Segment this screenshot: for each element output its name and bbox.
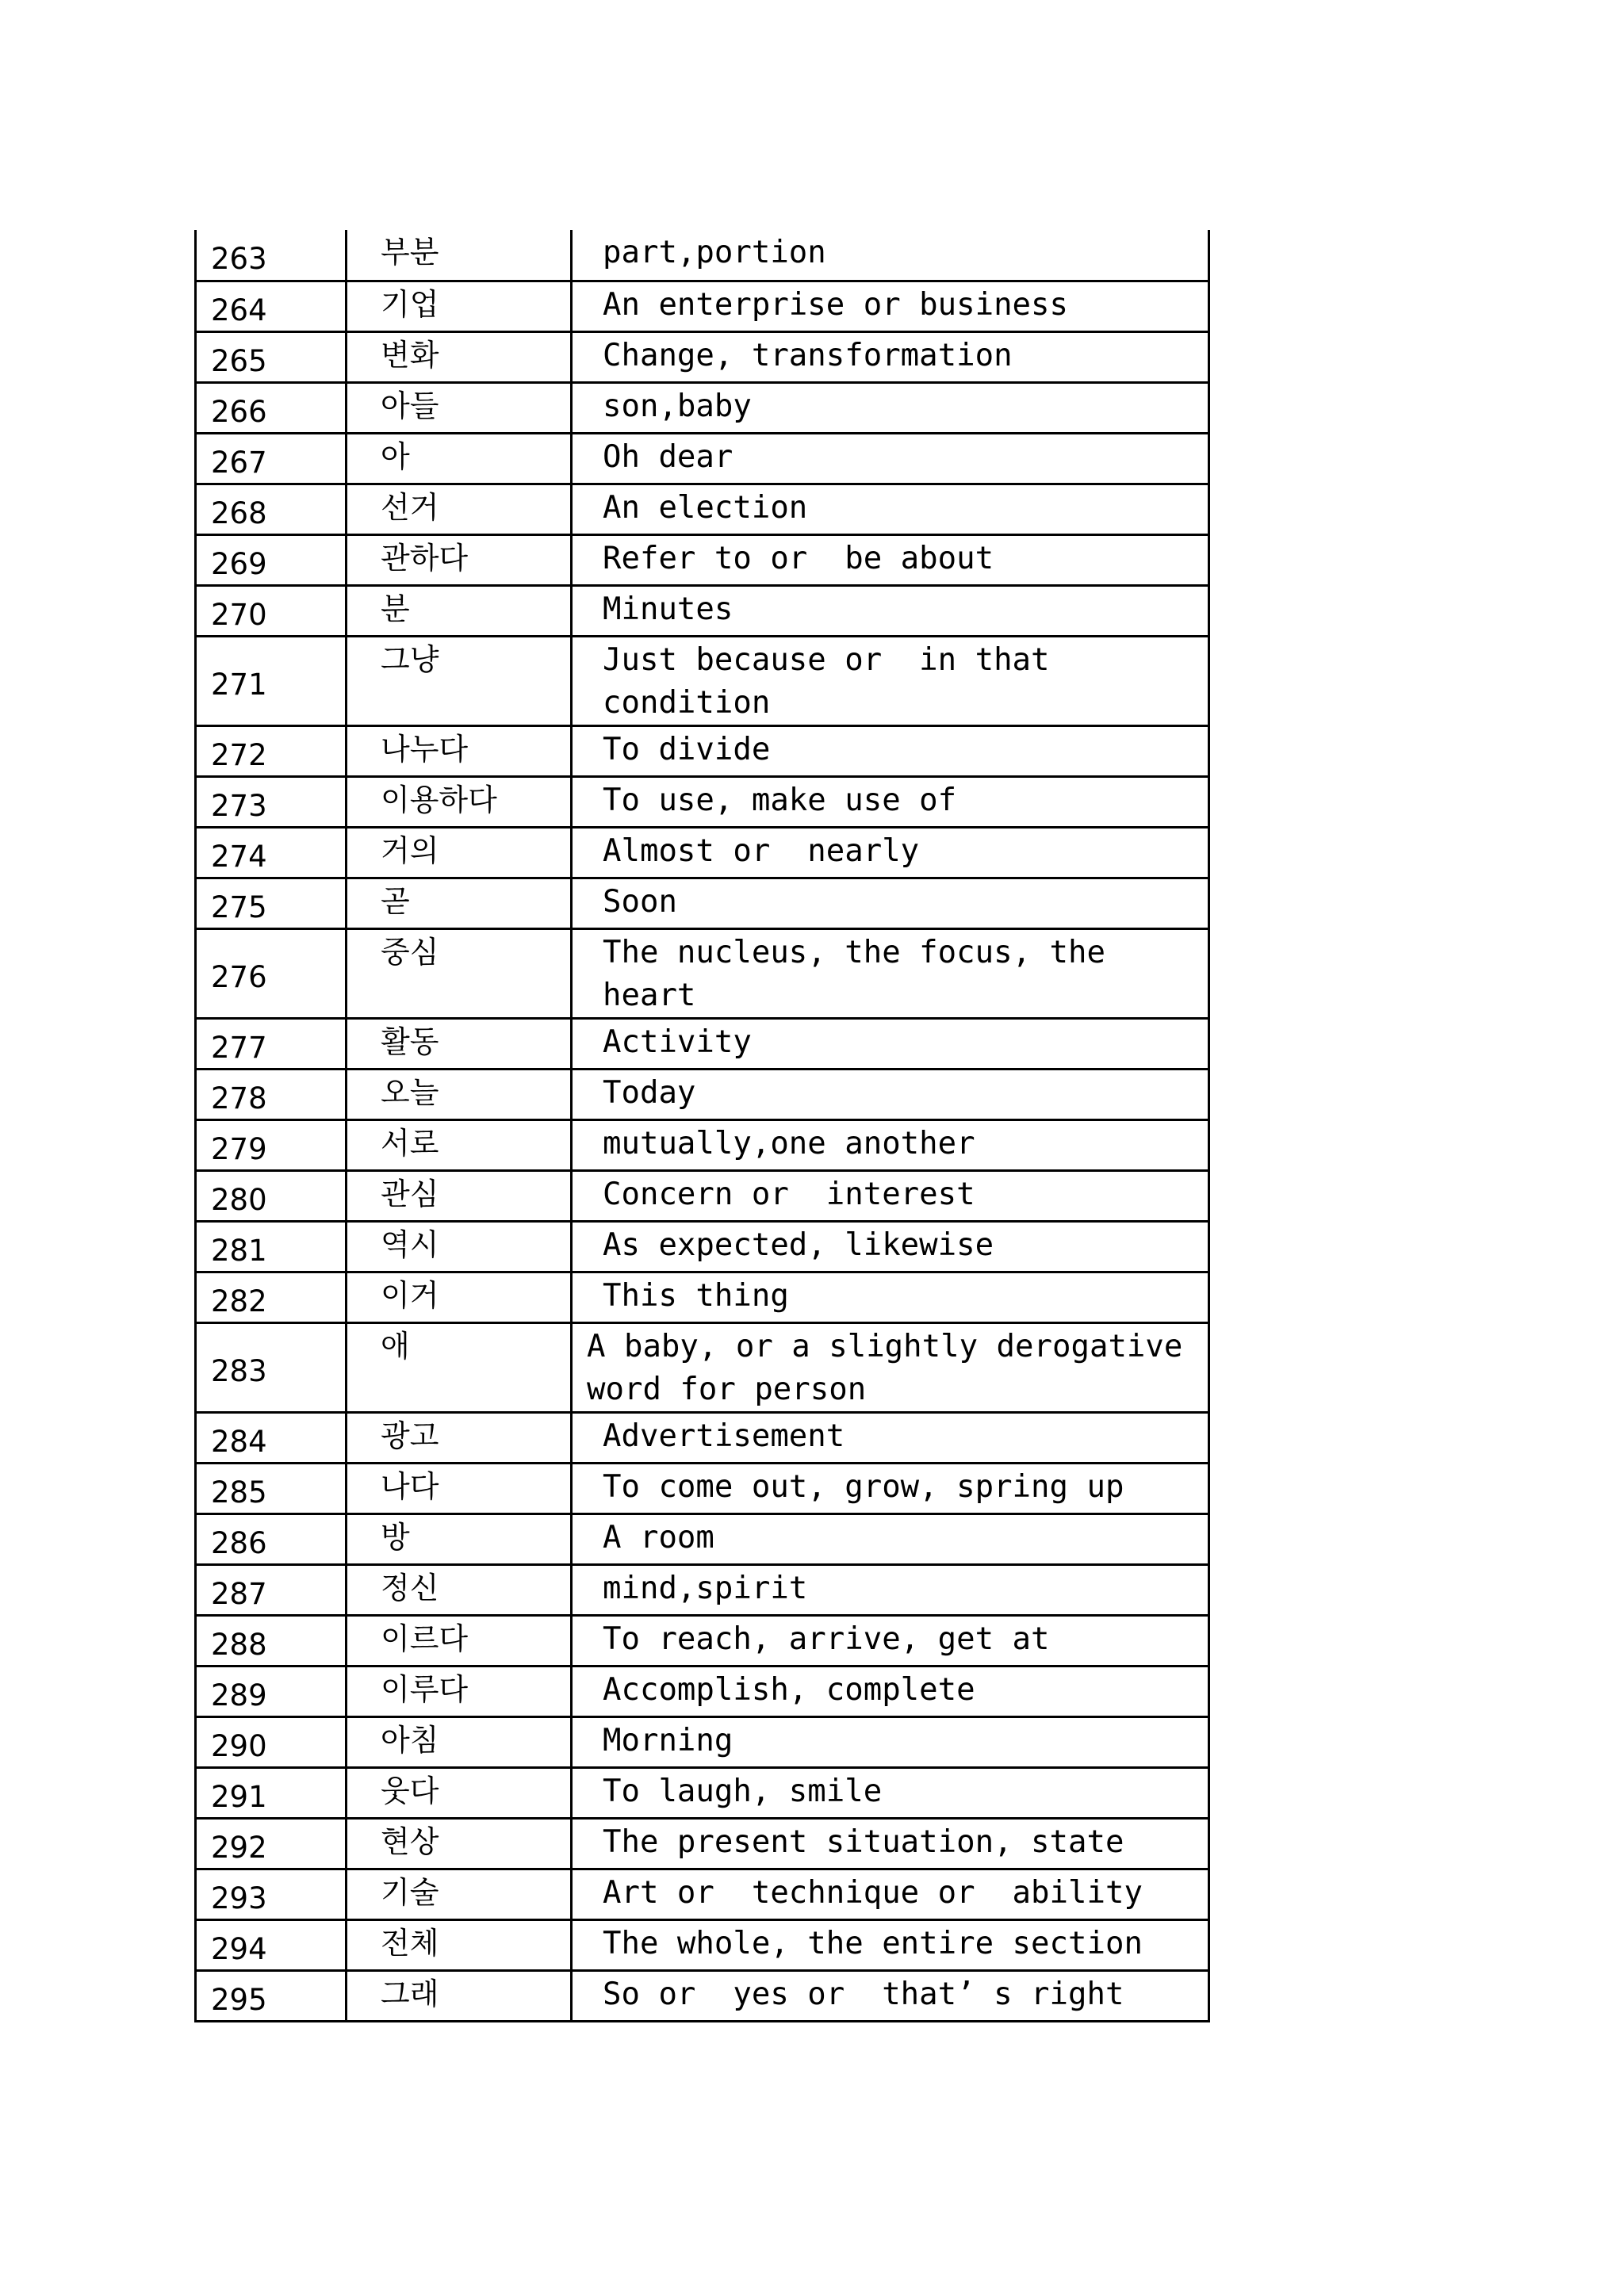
- korean-word: 오늘: [347, 1069, 572, 1119]
- english-meaning: The whole, the entire section: [572, 1919, 1209, 1970]
- korean-word: 변화: [347, 331, 572, 382]
- korean-word: 현상: [347, 1818, 572, 1869]
- table-row: [196, 1716, 1209, 1767]
- english-meaning: Concern or interest: [572, 1170, 1209, 1221]
- table-row: [196, 1463, 1209, 1513]
- table-row: [196, 1919, 1209, 1970]
- entry-number: 282: [196, 1272, 347, 1322]
- table-row: [196, 382, 1209, 433]
- entry-number: 272: [196, 725, 347, 776]
- english-meaning: Today: [572, 1069, 1209, 1119]
- table-row: [196, 1564, 1209, 1615]
- english-meaning: Art or technique or ability: [572, 1869, 1209, 1919]
- english-meaning: Activity: [572, 1018, 1209, 1069]
- entry-number: 267: [196, 433, 347, 484]
- english-meaning: An election: [572, 484, 1209, 534]
- entry-number: 291: [196, 1767, 347, 1818]
- korean-word: 곧: [347, 878, 572, 928]
- english-meaning: Minutes: [572, 585, 1209, 636]
- table-row: [196, 928, 1209, 1018]
- entry-number: 289: [196, 1666, 347, 1716]
- korean-word: 아: [347, 433, 572, 484]
- korean-word: 활동: [347, 1018, 572, 1069]
- korean-word: 웃다: [347, 1767, 572, 1818]
- korean-word: 애: [347, 1322, 572, 1412]
- entry-number: 286: [196, 1513, 347, 1564]
- entry-number: 287: [196, 1564, 347, 1615]
- entry-number: 278: [196, 1069, 347, 1119]
- table-row: [196, 1818, 1209, 1869]
- table-row: [196, 585, 1209, 636]
- entry-number: 293: [196, 1869, 347, 1919]
- english-meaning: As expected, likewise: [572, 1221, 1209, 1272]
- table-row: [196, 230, 1209, 281]
- entry-number: 281: [196, 1221, 347, 1272]
- entry-number: 271: [196, 636, 347, 725]
- english-meaning: An enterprise or business: [572, 281, 1209, 331]
- english-meaning: son,baby: [572, 382, 1209, 433]
- entry-number: 290: [196, 1716, 347, 1767]
- table-row: [196, 1767, 1209, 1818]
- english-meaning: To laugh, smile: [572, 1767, 1209, 1818]
- english-meaning: Accomplish, complete: [572, 1666, 1209, 1716]
- table-row: [196, 1272, 1209, 1322]
- vocabulary-table-body: [196, 230, 1209, 2021]
- entry-number: 274: [196, 827, 347, 878]
- english-meaning: To reach, arrive, get at: [572, 1615, 1209, 1666]
- korean-word: 관하다: [347, 534, 572, 585]
- english-meaning: This thing: [572, 1272, 1209, 1322]
- english-meaning: Almost or nearly: [572, 827, 1209, 878]
- entry-number: 277: [196, 1018, 347, 1069]
- entry-number: 275: [196, 878, 347, 928]
- korean-word: 부분: [347, 230, 572, 281]
- table-row: [196, 1018, 1209, 1069]
- english-meaning: Refer to or be about: [572, 534, 1209, 585]
- korean-word: 나다: [347, 1463, 572, 1513]
- table-row: [196, 281, 1209, 331]
- entry-number: 285: [196, 1463, 347, 1513]
- table-row: [196, 636, 1209, 725]
- entry-number: 288: [196, 1615, 347, 1666]
- entry-number: 294: [196, 1919, 347, 1970]
- korean-word: 나누다: [347, 725, 572, 776]
- entry-number: 266: [196, 382, 347, 433]
- entry-number: 264: [196, 281, 347, 331]
- table-row: [196, 1666, 1209, 1716]
- english-meaning: Just because or in that condition: [572, 636, 1209, 725]
- entry-number: 268: [196, 484, 347, 534]
- english-meaning: The nucleus, the focus, the heart: [572, 928, 1209, 1018]
- table-row: [196, 1412, 1209, 1463]
- korean-word: 분: [347, 585, 572, 636]
- entry-number: 263: [196, 230, 347, 281]
- english-meaning: So or yes or that’ s right: [572, 1970, 1209, 2021]
- table-row: [196, 1221, 1209, 1272]
- korean-word: 선거: [347, 484, 572, 534]
- table-row: [196, 331, 1209, 382]
- korean-word: 이르다: [347, 1615, 572, 1666]
- entry-number: 284: [196, 1412, 347, 1463]
- english-meaning: part,portion: [572, 230, 1209, 281]
- table-row: [196, 1970, 1209, 2021]
- korean-word: 전체: [347, 1919, 572, 1970]
- entry-number: 292: [196, 1818, 347, 1869]
- table-row: [196, 1069, 1209, 1119]
- korean-word: 역시: [347, 1221, 572, 1272]
- korean-word: 정신: [347, 1564, 572, 1615]
- english-meaning: The present situation, state: [572, 1818, 1209, 1869]
- korean-word: 이거: [347, 1272, 572, 1322]
- korean-word: 기술: [347, 1869, 572, 1919]
- table-row: [196, 1119, 1209, 1170]
- korean-word: 이용하다: [347, 776, 572, 827]
- entry-number: 265: [196, 331, 347, 382]
- table-row: [196, 725, 1209, 776]
- table-row: [196, 827, 1209, 878]
- english-meaning: Change, transformation: [572, 331, 1209, 382]
- korean-word: 중심: [347, 928, 572, 1018]
- korean-word: 기업: [347, 281, 572, 331]
- table-row: [196, 1170, 1209, 1221]
- table-row: [196, 433, 1209, 484]
- korean-word: 그냥: [347, 636, 572, 725]
- english-meaning: Oh dear: [572, 433, 1209, 484]
- korean-word: 광고: [347, 1412, 572, 1463]
- table-row: [196, 1615, 1209, 1666]
- table-row: [196, 534, 1209, 585]
- entry-number: 295: [196, 1970, 347, 2021]
- korean-word: 이루다: [347, 1666, 572, 1716]
- entry-number: 276: [196, 928, 347, 1018]
- korean-word: 서로: [347, 1119, 572, 1170]
- table-row: [196, 1513, 1209, 1564]
- table-row: [196, 878, 1209, 928]
- entry-number: 273: [196, 776, 347, 827]
- korean-word: 방: [347, 1513, 572, 1564]
- korean-word: 거의: [347, 827, 572, 878]
- english-meaning: mutually,one another: [572, 1119, 1209, 1170]
- table-row: [196, 484, 1209, 534]
- entry-number: 270: [196, 585, 347, 636]
- table-row: [196, 1869, 1209, 1919]
- table-row: [196, 1322, 1209, 1412]
- english-meaning: A room: [572, 1513, 1209, 1564]
- english-meaning: Morning: [572, 1716, 1209, 1767]
- english-meaning: Advertisement: [572, 1412, 1209, 1463]
- vocabulary-table: [194, 230, 1210, 2022]
- korean-word: 그래: [347, 1970, 572, 2021]
- english-meaning: To divide: [572, 725, 1209, 776]
- korean-word: 아침: [347, 1716, 572, 1767]
- english-meaning: To come out, grow, spring up: [572, 1463, 1209, 1513]
- entry-number: 283: [196, 1322, 347, 1412]
- korean-word: 관심: [347, 1170, 572, 1221]
- entry-number: 279: [196, 1119, 347, 1170]
- korean-word: 아들: [347, 382, 572, 433]
- english-meaning: Soon: [572, 878, 1209, 928]
- english-meaning: mind,spirit: [572, 1564, 1209, 1615]
- english-meaning: To use, make use of: [572, 776, 1209, 827]
- english-meaning: A baby, or a slightly derogative word for person: [572, 1322, 1209, 1412]
- entry-number: 280: [196, 1170, 347, 1221]
- entry-number: 269: [196, 534, 347, 585]
- table-row: [196, 776, 1209, 827]
